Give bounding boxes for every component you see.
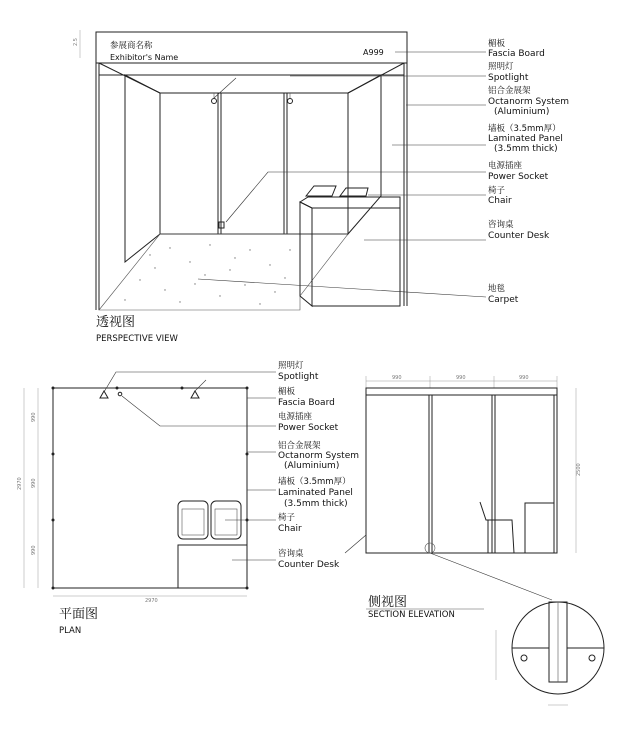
left-side-wall	[125, 75, 160, 262]
section-seg-dim-2: 990	[456, 375, 466, 381]
plan-post-tl	[52, 387, 55, 390]
perspective-view	[73, 30, 569, 344]
plan-label-desk-en: Counter Desk	[278, 560, 340, 570]
plan-label-panel-en2: (3.5mm thick)	[284, 499, 348, 509]
plan-power-socket	[118, 392, 122, 396]
label-spotlight-cn: 照明灯	[488, 62, 514, 72]
plan-label-spotlight-cn: 照明灯	[278, 361, 304, 371]
plan-chair-1	[178, 501, 208, 539]
plan-view	[17, 360, 359, 636]
section-detail-marker	[425, 543, 435, 553]
carpet-texture	[124, 244, 290, 304]
section-title-en: SECTION ELEVATION	[368, 610, 455, 620]
plan-seg-dim-3: 990	[31, 545, 37, 555]
chair-2	[340, 188, 368, 196]
leader-carpet	[198, 279, 486, 297]
plan-label-desk-cn: 咨询桌	[278, 549, 304, 559]
plan-leader-spotlight	[104, 372, 276, 392]
spotlight-1	[212, 99, 217, 104]
label-octanorm-en2: (Aluminium)	[494, 107, 550, 117]
plan-labels	[278, 360, 359, 570]
perspective-title-cn: 透视图	[96, 315, 136, 330]
plan-width-dim: 2970	[145, 598, 158, 604]
section-seg-dim-3: 990	[519, 375, 529, 381]
section-title-cn: 侧视图	[368, 595, 408, 610]
carpet-floor	[99, 234, 348, 310]
detail-bolt-left	[521, 655, 527, 661]
plan-title-en: PLAN	[59, 626, 82, 636]
plan-chair-1-seat	[182, 509, 204, 535]
counter-desk-side	[300, 202, 312, 306]
plan-seg-dim-1: 990	[31, 412, 37, 422]
plan-post-l1	[52, 453, 55, 456]
section-outline	[366, 388, 557, 553]
label-octanorm-en: Octanorm System	[488, 97, 570, 107]
leader-spotlight-a	[214, 78, 236, 98]
label-fascia-cn: 楣板	[488, 39, 506, 49]
plan-post-t2	[181, 387, 184, 390]
label-socket-cn: 电源插座	[488, 161, 523, 171]
section-height-dim: 2500	[576, 463, 582, 476]
label-desk-en: Counter Desk	[488, 231, 550, 241]
section-leader-left	[345, 535, 366, 553]
label-panel-en2: (3.5mm thick)	[494, 144, 558, 154]
plan-label-octanorm-en: Octanorm System	[278, 451, 360, 461]
fascia-exhibitor-en: Exhibitor's Name	[110, 53, 179, 62]
plan-seg-dim-2: 990	[31, 478, 37, 488]
label-fascia-en: Fascia Board	[488, 49, 545, 59]
label-carpet-en: Carpet	[488, 295, 519, 305]
plan-label-fascia-en: Fascia Board	[278, 398, 335, 408]
section-seg-dim-1: 990	[392, 375, 402, 381]
label-panel-en: Laminated Panel	[488, 134, 563, 144]
label-chair-cn: 椅子	[488, 186, 506, 196]
label-socket-en: Power Socket	[488, 172, 549, 182]
detail-bolt-right	[589, 655, 595, 661]
fascia-exhibitor-cn: 参展商名称	[110, 41, 153, 51]
plan-label-octanorm-en2: (Aluminium)	[284, 461, 340, 471]
back-wall	[160, 93, 348, 234]
plan-post-l2	[52, 519, 55, 522]
plan-label-spotlight-en: Spotlight	[278, 372, 319, 382]
plan-depth-dim: 2970	[17, 477, 23, 490]
plan-leader-spotlight-b	[194, 380, 206, 392]
plan-label-panel-cn: 墙板（3.5mm厚）	[278, 477, 351, 487]
plan-spotlight-2	[191, 391, 199, 398]
section-elevation-view	[345, 375, 604, 705]
perspective-title-en: PERSPECTIVE VIEW	[96, 334, 178, 344]
label-desk-cn: 咨询桌	[488, 220, 514, 230]
booth-number: A999	[363, 48, 384, 57]
plan-spotlight-1	[100, 391, 108, 398]
chair-1	[306, 186, 336, 196]
left-top-rail	[99, 63, 160, 93]
label-octanorm-cn: 铝合金展架	[488, 86, 531, 96]
plan-label-chair-cn: 椅子	[278, 513, 296, 523]
plan-leader-socket	[122, 396, 276, 426]
perspective-labels	[488, 38, 569, 305]
plan-label-fascia-cn: 楣板	[278, 387, 296, 397]
label-carpet-cn: 地毯	[488, 284, 506, 294]
plan-post-r1	[246, 453, 249, 456]
plan-label-socket-cn: 电源插座	[278, 412, 313, 422]
plan-label-chair-en: Chair	[278, 524, 302, 534]
plan-label-panel-en: Laminated Panel	[278, 488, 353, 498]
right-top-rail	[348, 63, 404, 93]
counter-desk-top	[300, 197, 400, 208]
label-panel-cn: 墙板（3.5mm厚）	[488, 124, 561, 134]
fascia-height-dim: 2.5	[73, 38, 79, 46]
plan-label-octanorm-cn: 铝合金展架	[278, 441, 321, 451]
plan-title-cn: 平面图	[59, 607, 99, 622]
label-spotlight-en: Spotlight	[488, 73, 529, 83]
plan-post-tr	[246, 387, 249, 390]
plan-post-bl	[52, 587, 55, 590]
plan-label-socket-en: Power Socket	[278, 423, 339, 433]
section-chair	[480, 502, 514, 553]
plan-post-t1	[116, 387, 119, 390]
counter-desk-front	[312, 208, 400, 306]
plan-chair-2-seat	[215, 509, 237, 535]
label-chair-en: Chair	[488, 196, 512, 206]
right-side-wall	[348, 75, 381, 234]
section-detail-leader	[430, 553, 552, 600]
spotlight-2	[288, 99, 293, 104]
section-counter-desk	[525, 503, 554, 553]
plan-counter-desk	[178, 545, 247, 588]
